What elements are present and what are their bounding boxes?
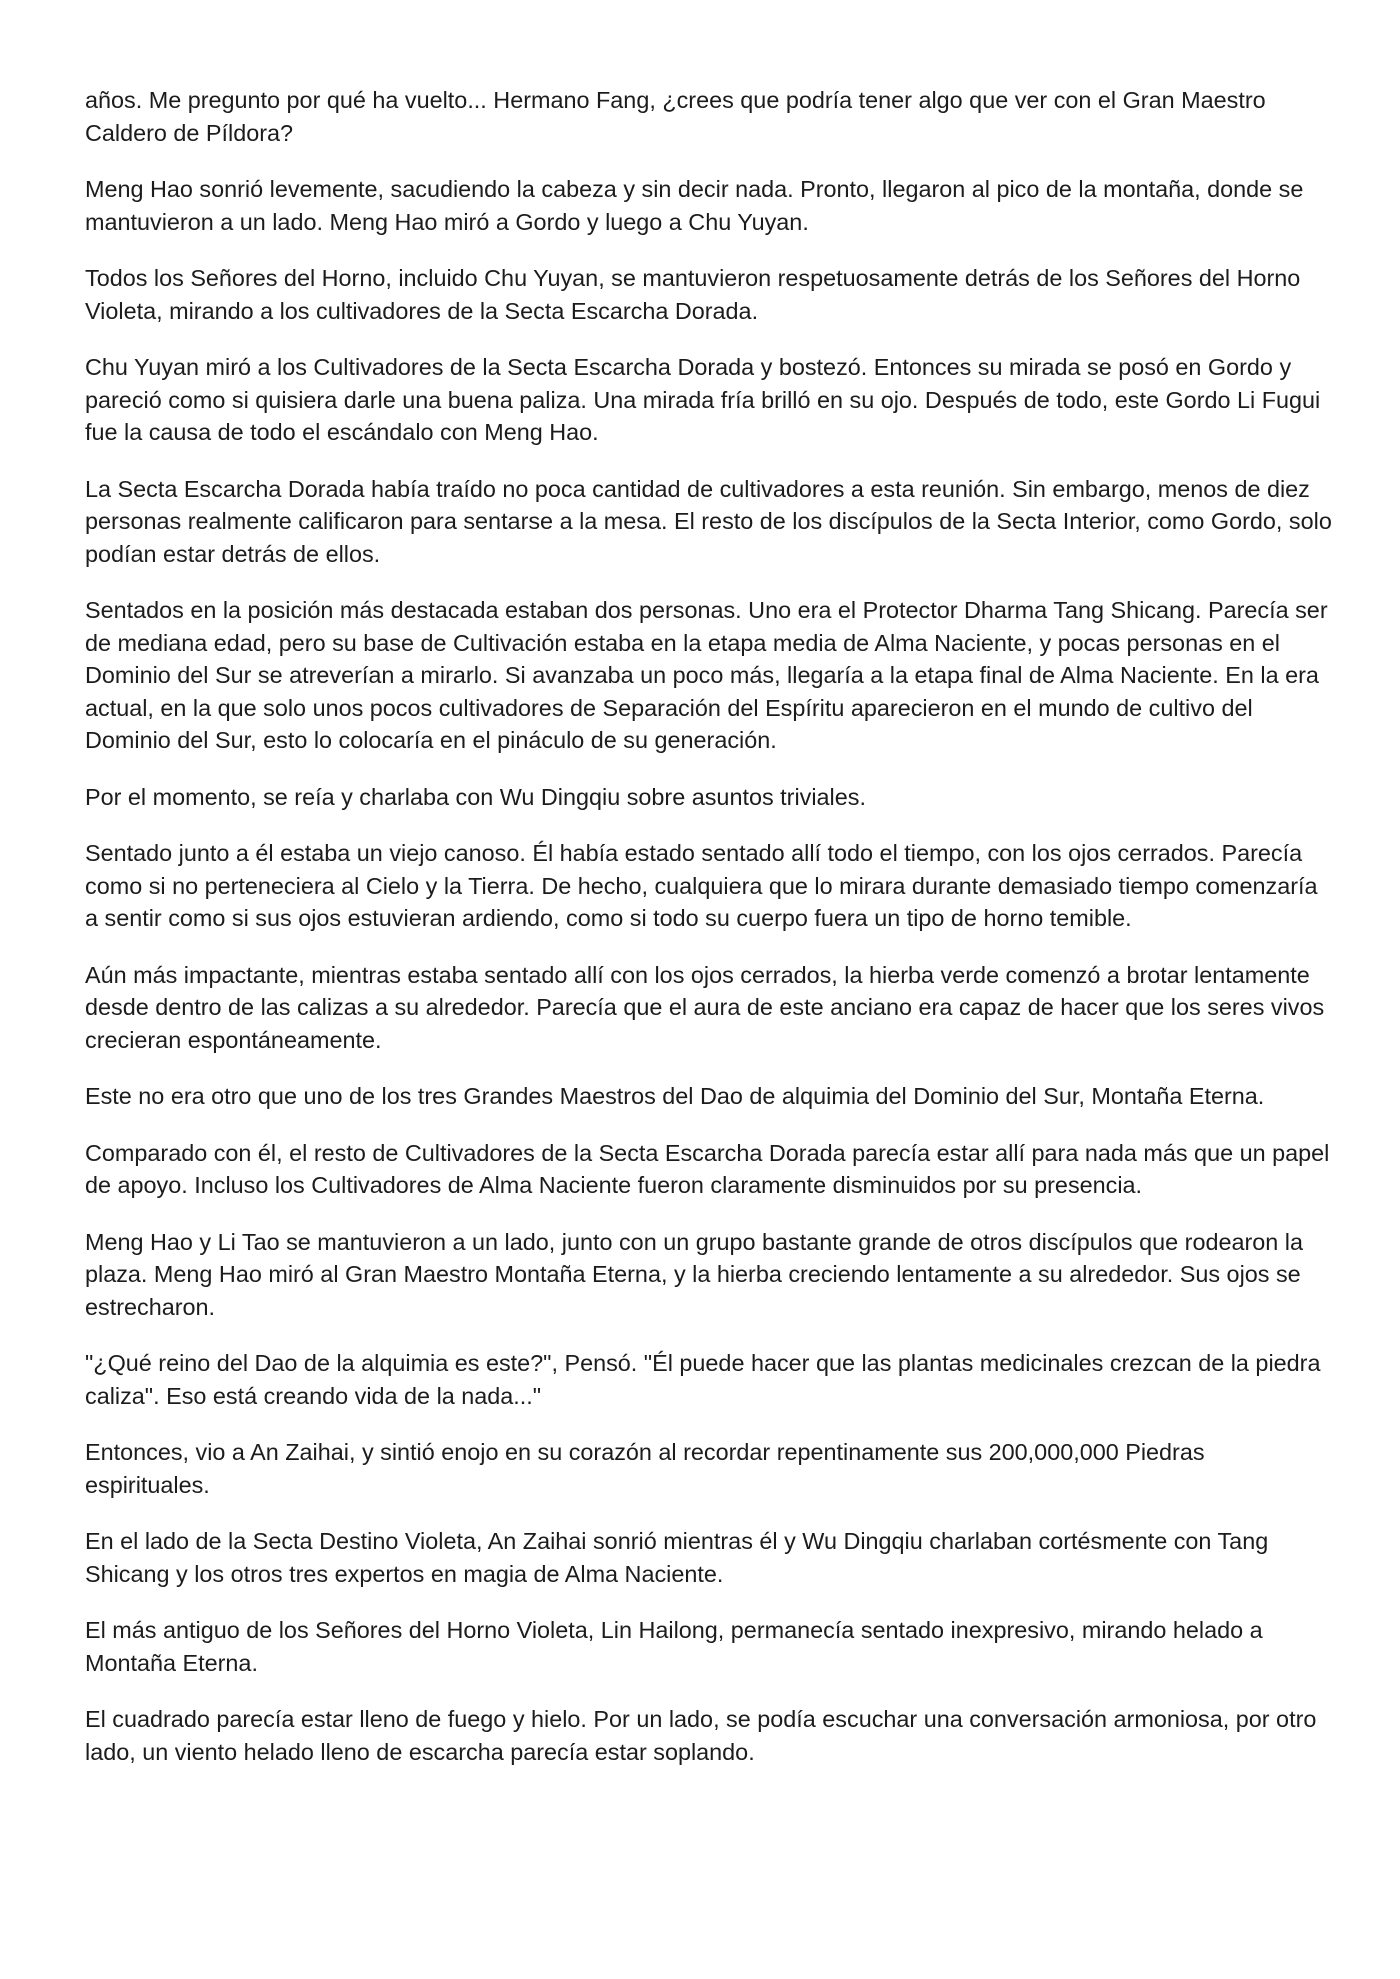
paragraph: Por el momento, se reía y charlaba con Wu Dingqiu sobre asuntos triviales. [85, 783, 866, 810]
paragraph: Este no era otro que uno de los tres Grandes Maestros del Dao de alquimia del Dominio del Sur, Montaña Eterna. [85, 1083, 1265, 1109]
paragraph: El cuadrado parecía estar lleno de fuego y hielo. Por un lado, se podía escuchar una conversación armoniosa, por otro lado, un viento helado lleno de escarcha parecía estar soplando. [85, 1706, 1317, 1765]
paragraph: Entonces, vio a An Zaihai, y sintió enojo en su corazón al recordar repentinamente sus 200,000,000 Piedras espirituales. [85, 1439, 1205, 1498]
paragraph: Meng Hao y Li Tao se mantuvieron a un lado, junto con un grupo bastante grande de otros discípulos que rodearon la plaza. Meng Hao miró al Gran Maestro Montaña Eterna, y la hierba creciendo lentamente a su alrededor. Sus ojos se estrecharon. [85, 1228, 1303, 1320]
paragraph: La Secta Escarcha Dorada había traído no poca cantidad de cultivadores a esta reunión. Sin embargo, menos de diez personas realmente calificaron para sentarse a la mesa. El resto de los discípulos de la Secta Interior, como Gordo, solo podían estar detrás de ellos. [85, 475, 1332, 567]
paragraph: Aún más impactante, mientras estaba sentado allí con los ojos cerrados, la hierba verde comenzó a brotar lentamente desde dentro de las calizas a su alrededor. Parecía que el aura de este anciano era capaz de hacer que los seres vivos crecieran espontáneamente. [85, 961, 1325, 1053]
paragraph: Todos los Señores del Horno, incluido Chu Yuyan, se mantuvieron respetuosamente detrás de los Señores del Horno Violeta, mirando a los cultivadores de la Secta Escarcha Dorada. [85, 265, 1301, 324]
paragraph: Sentado junto a él estaba un viejo canoso. Él había estado sentado allí todo el tiempo, con los ojos cerrados. Parecía como si no perteneciera al Cielo y la Tierra. De hecho, cualquiera que lo mirara durante demasiado tiempo comenzaría a sentir como si sus ojos estuvieran ardiendo, como si todo su cuerpo fuera un tipo de horno temible. [85, 840, 1318, 931]
paragraph: Comparado con él, el resto de Cultivadores de la Secta Escarcha Dorada parecía estar allí para nada más que un papel de apoyo. Incluso los Cultivadores de Alma Naciente fueron claramente disminuidos por su presencia. [85, 1139, 1330, 1198]
paragraph: El más antiguo de los Señores del Horno Violeta, Lin Hailong, permanecía sentado inexpresivo, mirando helado a Montaña Eterna. [85, 1617, 1263, 1676]
paragraph: "¿Qué reino del Dao de la alquimia es este?", Pensó. "Él puede hacer que las plantas medicinales crezcan de la piedra caliza". Eso está creando vida de la nada..." [85, 1350, 1321, 1409]
paragraph: años. Me pregunto por qué ha vuelto... Hermano Fang, ¿crees que podría tener algo que ver con el Gran Maestro Caldero de Píldora? [85, 87, 1266, 146]
paragraph: Chu Yuyan miró a los Cultivadores de la Secta Escarcha Dorada y bostezó. Entonces su mirada se posó en Gordo y pareció como si quisiera darle una buena paliza. Una mirada fría brilló en su ojo. Después de todo, este Gordo Li Fugui fue la causa de todo el escándalo con Meng Hao. [85, 354, 1321, 445]
paragraph: Meng Hao sonrió levemente, sacudiendo la cabeza y sin decir nada. Pronto, llegaron al pico de la montaña, donde se mantuvieron a un lado. Meng Hao miró a Gordo y luego a Chu Yuyan. [85, 176, 1304, 235]
paragraph: En el lado de la Secta Destino Violeta, An Zaihai sonrió mientras él y Wu Dingqiu charlaban cortésmente con Tang Shicang y los otros tres expertos en magia de Alma Naciente. [85, 1528, 1269, 1587]
document-page [85, 84, 1335, 1792]
paragraph: Sentados en la posición más destacada estaban dos personas. Uno era el Protector Dharma Tang Shicang. Parecía ser de mediana edad, pero su base de Cultivación estaba en la etapa media de Alma Naciente, y pocas personas en el Dominio del Sur se atreverían a mirarlo. Si avanzaba un poco más, llegaría a la etapa final de Alma Naciente. En la era actual, en la que solo unos pocos cultivadores de Separación del Espíritu aparecieron en el mundo de cultivo del Dominio del Sur, esto lo colocaría en el pináculo de su generación. [85, 597, 1328, 753]
